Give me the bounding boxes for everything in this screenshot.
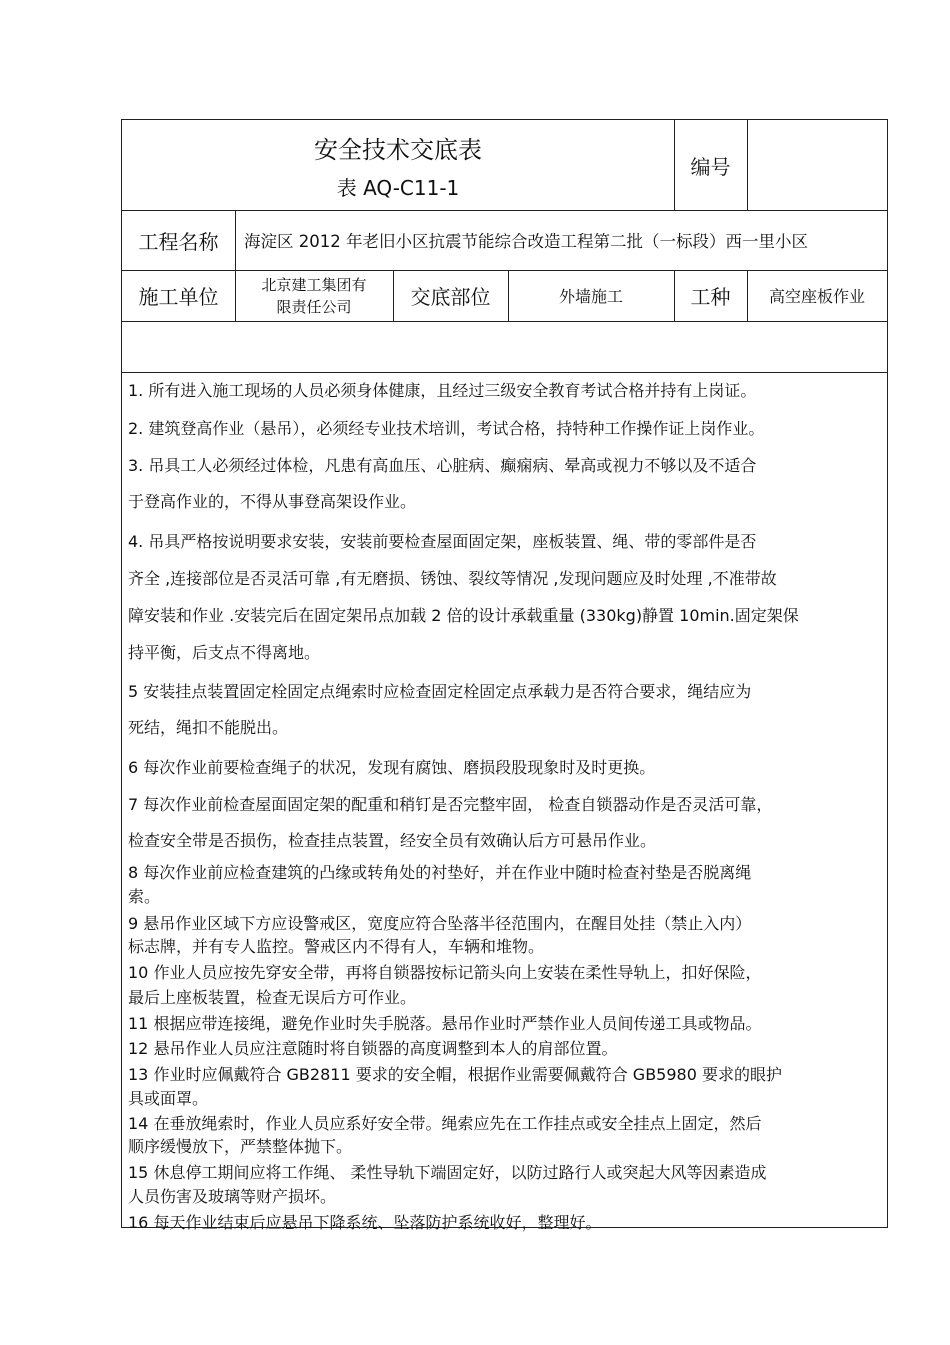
project-name-label: 工程名称: [138, 229, 219, 254]
content-line: 最后上座板装置，检查无误后方可作业。: [128, 988, 417, 1007]
content-line: 11 根据应带连接绳，避免作业时失手脱落。悬吊作业时严禁作业人员间传递工具或物品。: [128, 1014, 762, 1033]
number-value: [747, 120, 887, 210]
content-line: 12 悬吊作业人员应注意随时将自锁器的高度调整到本人的肩部位置。: [128, 1039, 618, 1058]
construction-unit-line: 限责任公司: [276, 297, 352, 316]
content-line: 16 每天作业结束后应悬吊下降系统、坠落防护系统收好，整理好。: [128, 1213, 602, 1232]
content-line: 4. 吊具严格按说明要求安装，安装前要检查屋面固定架，座板装置、绳、带的零部件是否: [128, 532, 757, 551]
content-line: 标志牌，并有专人监控。警戒区内不得有人，车辆和堆物。: [128, 937, 545, 956]
content-line: 7 每次作业前检查屋面固定架的配重和稍钉是否完整牢固， 检查自锁器动作是否灵活可靠，: [128, 795, 773, 814]
number-label: 编号: [690, 154, 731, 179]
briefing-part-label: 交底部位: [410, 285, 491, 309]
content-line: 5 安装挂点装置固定栓固定点绳索时应检查固定栓固定点承载力是否符合要求，绳结应为: [128, 682, 752, 701]
content-line: 10 作业人员应按先穿安全带，再将自锁器按标记箭头向上安装在柔性导轨上，扣好保险，: [128, 963, 762, 982]
content-line: 于登高作业的，不得从事登高架设作业。: [128, 492, 417, 511]
briefing-content: [128, 378, 883, 1232]
content-line: 具或面罩。: [128, 1089, 209, 1108]
content-line: 6 每次作业前要检查绳子的状况，发现有腐蚀、磨损段股现象时及时更换。: [128, 758, 656, 777]
content-line: 13 作业时应佩戴符合 GB2811 要求的安全帽，根据作业需要佩戴符合 GB5980 要求的眼护: [128, 1065, 782, 1084]
content-line: 索。: [128, 887, 161, 906]
trade-value: 高空座板作业: [768, 287, 865, 306]
content-line: 人员伤害及玻璃等财产损坏。: [128, 1187, 337, 1206]
content-line: 顺序缓慢放下，严禁整体抛下。: [128, 1137, 353, 1156]
content-line: 1. 所有进入施工现场的人员必须身体健康，且经过三级安全教育考试合格并持有上岗证。: [128, 381, 757, 400]
content-line: 3. 吊具工人必须经过体检，凡患有高血压、心脏病、癫痫病、晕高或视力不够以及不适合: [128, 456, 757, 475]
divider: [122, 372, 887, 373]
content-line: 9 悬吊作业区域下方应设警戒区，宽度应符合坠落半径范围内，在醒目处挂（禁止入内）: [128, 914, 752, 933]
construction-unit-label: 施工单位: [138, 285, 219, 309]
content-line: 2. 建筑登高作业（悬吊），必须经专业技术培训，考试合格，持特种工作操作证上岗作业。: [128, 419, 765, 438]
content-line: 检查安全带是否损伤，检查挂点装置，经安全员有效确认后方可悬吊作业。: [128, 831, 657, 850]
content-line: 持平衡，后支点不得离地。: [128, 643, 321, 662]
content-line: 障安装和作业 .安装完后在固定架吊点加载 2 倍的设计承载重量 (330kg)静置 10min.固定架保: [128, 606, 799, 625]
construction-unit-line: 北京建工集团有: [261, 275, 367, 294]
content-line: 14 在垂放绳索时，作业人员应系好安全带。绳索应先在工作挂点或安全挂点上固定，然后: [128, 1114, 762, 1133]
form-title: 安全技术交底表: [314, 136, 482, 164]
content-line: 齐全 ,连接部位是否灵活可靠 ,有无磨损、锈蚀、裂纹等情况 ,发现问题应及时处理 ,不准带故: [128, 569, 777, 588]
construction-unit-value: [235, 270, 393, 321]
divider: [122, 321, 887, 322]
content-line: 死结，绳扣不能脱出。: [128, 718, 289, 737]
project-name-value: 海淀区 2012 年老旧小区抗震节能综合改造工程第二批（一标段）西一里小区: [244, 232, 808, 251]
form-code: 表 AQ-C11-1: [336, 176, 460, 200]
safety-briefing-form: [121, 119, 888, 1232]
content-line: 15 休息停工期间应将工作绳、 柔性导轨下端固定好，以防过路行人或突起大风等因素造成: [128, 1163, 767, 1182]
content-line: 8 每次作业前应检查建筑的凸缘或转角处的衬垫好，并在作业中随时检查衬垫是否脱离绳: [128, 863, 752, 882]
briefing-part-value: 外墙施工: [558, 287, 623, 306]
trade-label: 工种: [690, 285, 731, 309]
